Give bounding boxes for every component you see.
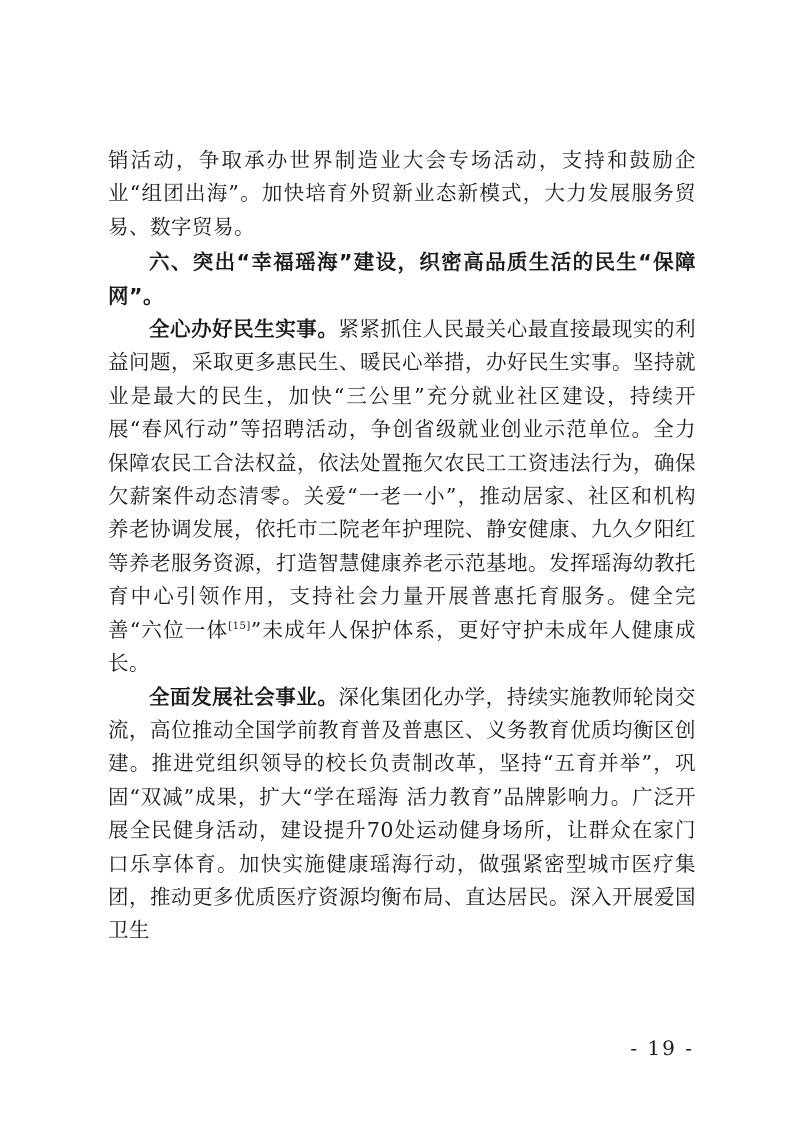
footnote-marker[interactable]: [15] (228, 620, 251, 632)
paragraph-social (108, 681, 696, 948)
section-heading: 六、突出“幸福瑶海”建设，织密高品质生活的民生“保障网”。 (108, 250, 696, 308)
paragraph-text-livelihood-a: 紧紧抓住人民最关心最直接最现实的利益问题，采取更多惠民生、暖民心举措，办好民生实事。坚持就业是最大的民生，加快“三公里”充分就业社区建设，持续开展“春风行动”等招聘活动，争创省级就业创业示范单位。全力保障农民工合法权益，依法处置拖欠农民工工资违法行为，确保欠薪案件动态清零。关爱“一老一小”，推动居家、社区和机构养老协调发展，依托市二院老年护理院、静安健康、九久夕阳红等养老服务资源，打造智慧健康养老示范基地。发挥瑶海幼教托育中心引领作用，支持社会力量开展普惠托育服务。健全完善“六位一体 (108, 317, 697, 642)
paragraph-lead-livelihood: 全心办好民生实事。 (149, 317, 339, 342)
paragraph-lead-social: 全面发展社会事业。 (149, 684, 339, 709)
paragraph-text-social: 深化集团化办学，持续实施教师轮岗交流，高位推动全国学前教育普及普惠区、义务教育优质均衡区创建。推进党组织领导的校长负责制改革，坚持“五育并举”，巩固“双减”成果，扩大“学在瑶海 活力教育”品牌影响力。广泛开展全民健身活动，建设提升70处运动健身场所，让群众在家门口乐享体育。加快实施健康瑶海行动，做强紧密型城市医疗集团，推动更多优质医疗资源均衡布局、直达居民。深入开展爱国卫生 (108, 684, 697, 943)
paragraph-continued: 销活动，争取承办世界制造业大会专场活动，支持和鼓励企业“组团出海”。加快培育外贸新业态新模式，大力发展服务贸易、数字贸易。 (108, 148, 696, 239)
paragraph-livelihood (108, 313, 696, 680)
paragraph-text-livelihood-b: ”未成年人保护体系，更好守护未成年人健康成长。 (108, 617, 696, 676)
document-body (108, 144, 696, 948)
page-number: - 19 - (630, 1036, 694, 1060)
